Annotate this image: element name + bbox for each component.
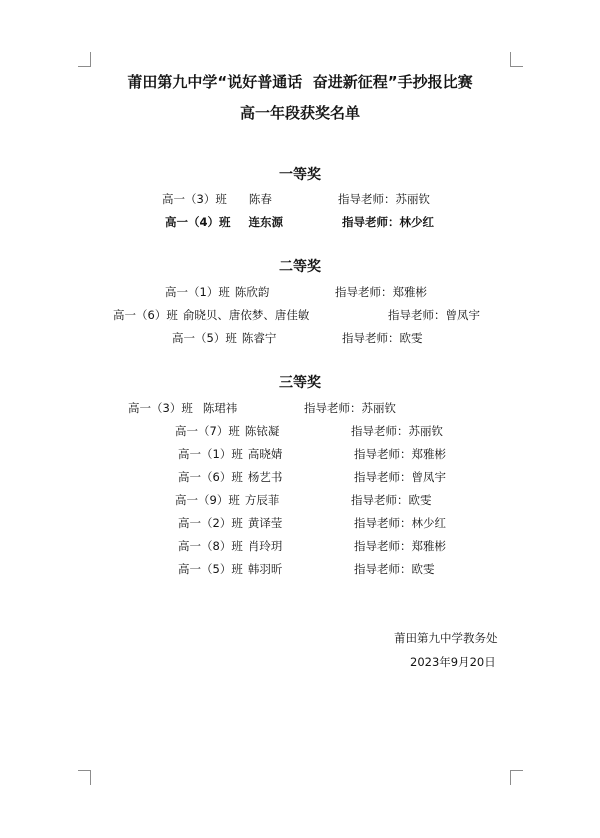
teacher-label: 指导老师：曾凤宇 bbox=[388, 308, 480, 322]
teacher-label: 指导老师：曾凤宇 bbox=[354, 470, 446, 484]
class-name: 高一（5）班 bbox=[172, 331, 237, 345]
corner-mark-bottom-right bbox=[510, 770, 523, 785]
award-row bbox=[0, 191, 600, 207]
student-name: 高晓婧 bbox=[247, 447, 283, 461]
award-row bbox=[0, 307, 600, 323]
award-row bbox=[0, 400, 600, 416]
award-row bbox=[0, 469, 600, 485]
teacher-label: 指导老师：欧雯 bbox=[342, 331, 423, 345]
class-name: 高一（8）班 bbox=[178, 539, 243, 553]
award-row bbox=[0, 330, 600, 346]
issue-date: 2023年9月20日 bbox=[410, 655, 496, 669]
class-name: 高一（7）班 bbox=[175, 424, 240, 438]
student-entry bbox=[178, 469, 282, 485]
student-entry bbox=[178, 446, 282, 462]
class-name: 高一（5）班 bbox=[178, 562, 243, 576]
award-row bbox=[0, 446, 600, 462]
student-name: 连东源 bbox=[248, 215, 284, 229]
teacher-label: 指导老师：苏丽钦 bbox=[304, 401, 396, 415]
teacher-label: 指导老师：欧雯 bbox=[351, 493, 432, 507]
student-entry bbox=[175, 492, 279, 508]
award-row bbox=[0, 538, 600, 554]
third-prize-heading: 三等奖 bbox=[279, 375, 321, 391]
second-prize-heading: 二等奖 bbox=[279, 259, 321, 275]
award-row bbox=[0, 423, 600, 439]
teacher-label: 指导老师：郑雅彬 bbox=[354, 539, 446, 553]
student-name: 陈珺祎 bbox=[202, 401, 238, 415]
award-row bbox=[0, 214, 600, 230]
award-row bbox=[0, 561, 600, 577]
teacher-label: 指导老师：苏丽钦 bbox=[338, 192, 430, 206]
teacher-label: 指导老师：郑雅彬 bbox=[354, 447, 446, 461]
student-entry bbox=[175, 423, 279, 439]
student-name: 韩羽昕 bbox=[247, 562, 283, 576]
teacher-label: 指导老师：郑雅彬 bbox=[335, 285, 427, 299]
teacher-label: 指导老师：林少红 bbox=[342, 215, 434, 229]
student-name: 陈春 bbox=[248, 192, 272, 206]
teacher-label: 指导老师：苏丽钦 bbox=[351, 424, 443, 438]
student-entry bbox=[165, 214, 283, 230]
class-name: 高一（9）班 bbox=[175, 493, 240, 507]
corner-mark-top-left bbox=[78, 52, 91, 67]
class-name: 高一（3）班 bbox=[128, 401, 193, 415]
student-entry bbox=[178, 515, 282, 531]
student-entry bbox=[128, 400, 237, 416]
class-name: 高一（2）班 bbox=[178, 516, 243, 530]
title-line-1: 莆田第九中学“说好普通话 奋进新征程”手抄报比赛 bbox=[127, 73, 473, 91]
class-name: 高一（1）班 bbox=[178, 447, 243, 461]
student-name: 肖玲玥 bbox=[247, 539, 283, 553]
award-row bbox=[0, 492, 600, 508]
student-entry bbox=[178, 538, 282, 554]
corner-mark-bottom-left bbox=[78, 770, 91, 785]
issuer-office: 莆田第九中学教务处 bbox=[394, 631, 498, 645]
student-entry bbox=[178, 561, 282, 577]
award-row bbox=[0, 515, 600, 531]
student-name: 陈欣韵 bbox=[234, 285, 270, 299]
first-prize-heading: 一等奖 bbox=[279, 167, 321, 183]
class-name: 高一（3）班 bbox=[162, 192, 227, 206]
student-name: 黄译莹 bbox=[247, 516, 283, 530]
class-name: 高一（1）班 bbox=[165, 285, 230, 299]
student-entry bbox=[113, 307, 309, 323]
class-name: 高一（4）班 bbox=[165, 215, 231, 229]
student-name: 陈睿宁 bbox=[241, 331, 277, 345]
student-entry bbox=[172, 330, 276, 346]
student-name: 俞晓贝、唐依梦、唐佳敏 bbox=[182, 308, 310, 322]
award-row bbox=[0, 284, 600, 300]
corner-mark-top-right bbox=[510, 52, 523, 67]
student-name: 方辰菲 bbox=[244, 493, 280, 507]
teacher-label: 指导老师：林少红 bbox=[354, 516, 446, 530]
student-name: 杨艺书 bbox=[247, 470, 283, 484]
class-name: 高一（6）班 bbox=[178, 470, 243, 484]
class-name: 高一（6）班 bbox=[113, 308, 178, 322]
student-entry bbox=[165, 284, 269, 300]
title-line-2: 高一年段获奖名单 bbox=[239, 104, 360, 122]
teacher-label: 指导老师：欧雯 bbox=[354, 562, 435, 576]
student-name: 陈铱凝 bbox=[244, 424, 280, 438]
student-entry bbox=[162, 191, 272, 207]
